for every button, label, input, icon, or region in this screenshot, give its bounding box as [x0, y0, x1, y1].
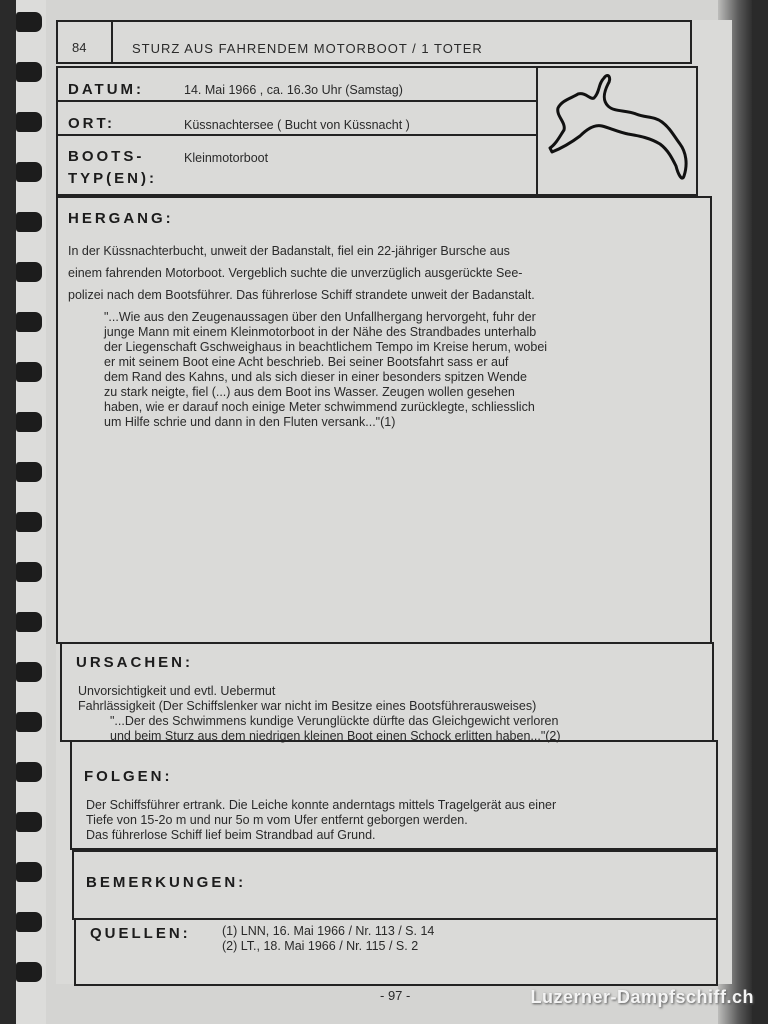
ursachen-line-1: Unvorsichtigkeit und evtl. Uebermut [78, 684, 276, 698]
quote-line: "...Wie aus den Zeugenaussagen über den Unfallhergang hervorgeht, fuhr der [104, 310, 536, 324]
binding-coil [16, 362, 42, 382]
hergang-line-3: polizei nach dem Bootsführer. Das führerlose Schiff strandete unweit der Badanstalt. [68, 288, 535, 302]
ursachen-line-2: Fahrlässigkeit (Der Schiffslenker war nicht im Besitze eines Bootsführerausweises) [78, 699, 537, 713]
quote-line: zu stark neigte, fiel (...) aus dem Boot ins Wasser. Zeugen wollen gesehen [104, 385, 515, 399]
binding-coil [16, 812, 42, 832]
quote-line: haben, wie er darauf noch einige Meter schwimmend zurücklegte, schliesslich [104, 400, 535, 414]
binding-coil [16, 862, 42, 882]
ursachen-line-3: "...Der des Schwimmens kundige Verunglückte dürfte das Gleichgewicht verloren [110, 714, 559, 728]
report-title: STURZ AUS FAHRENDEM MOTORBOOT / 1 TOTER [132, 41, 483, 56]
hergang-line-1: In der Küssnachterbucht, unweit der Badanstalt, fiel ein 22-jähriger Bursche aus [68, 244, 510, 258]
binding-coil [16, 412, 42, 432]
quellen-item-1: (1) LNN, 16. Mai 1966 / Nr. 113 / S. 14 [222, 924, 435, 938]
page-number: 84 [72, 40, 87, 55]
quote-line: er mit seinem Boot eine Acht beschrieb. Bei seiner Bootsfahrt sass er auf [104, 355, 509, 369]
binding-coil [16, 262, 42, 282]
report-sheet [56, 20, 732, 984]
binding-coil [16, 112, 42, 132]
binding-coil [16, 712, 42, 732]
binding-coil [16, 512, 42, 532]
binding-coil [16, 962, 42, 982]
folgen-label: FOLGEN: [84, 768, 173, 785]
binding-coil [16, 912, 42, 932]
watermark: Luzerner-Dampfschiff.ch [530, 987, 754, 1007]
datum-label: DATUM: [68, 81, 145, 98]
quote-line: um Hilfe schrie und dann in den Fluten versank..."(1) [104, 415, 396, 429]
spiral-binding [16, 0, 46, 1024]
folgen-line-1: Der Schiffsführer ertrank. Die Leiche konnte anderntags mittels Tragelgerät aus einer [86, 798, 557, 812]
binding-coil [16, 462, 42, 482]
binding-coil [16, 62, 42, 82]
page-footer-number: - 97 - [380, 988, 411, 1003]
binding-coil [16, 562, 42, 582]
quote-line: der Liegenschaft Gschweighaus in beachtlichem Tempo im Kreise herum, wobei [104, 340, 548, 354]
document-page [16, 0, 752, 1024]
binding-coil [16, 312, 42, 332]
binding-coil [16, 762, 42, 782]
bootstyp-label-line2: TYP(EN): [68, 170, 157, 187]
binding-coil [16, 12, 42, 32]
binding-coil [16, 612, 42, 632]
folgen-line-3: Das führerlose Schiff lief beim Strandbad auf Grund. [86, 828, 376, 842]
bootstyp-label-line1: BOOTS- [68, 148, 145, 165]
quote-line: dem Rand des Kahns, und als sich dieser in einer besonders spitzen Wende [104, 370, 527, 384]
ort-value: Küssnachtersee ( Bucht von Küssnacht ) [184, 118, 410, 132]
binding-coil [16, 162, 42, 182]
quellen-item-2: (2) LT., 18. Mai 1966 / Nr. 115 / S. 2 [222, 939, 419, 953]
ursachen-line-4: und beim Sturz aus dem niedrigen kleinen Boot einen Schock erlitten haben..."(2) [110, 729, 561, 743]
folgen-line-2: Tiefe von 15-2o m und nur 5o m vom Ufer entfernt geborgen werden. [86, 813, 468, 827]
lake-map-icon [542, 70, 692, 192]
binding-coil [16, 212, 42, 232]
quellen-label: QUELLEN: [90, 925, 191, 942]
hergang-label: HERGANG: [68, 210, 174, 227]
datum-value: 14. Mai 1966 , ca. 16.3o Uhr (Samstag) [184, 83, 403, 97]
bootstyp-value: Kleinmotorboot [184, 151, 269, 165]
ort-label: ORT: [68, 115, 115, 132]
binding-coil [16, 662, 42, 682]
bemerkungen-label: BEMERKUNGEN: [86, 874, 247, 891]
hergang-line-2: einem fahrenden Motorboot. Vergeblich suchte die unverzüglich ausgerückte See- [68, 266, 523, 280]
ursachen-label: URSACHEN: [76, 654, 193, 671]
quote-line: junge Mann mit einem Kleinmotorboot in der Nähe des Strandbades unterhalb [104, 325, 537, 339]
